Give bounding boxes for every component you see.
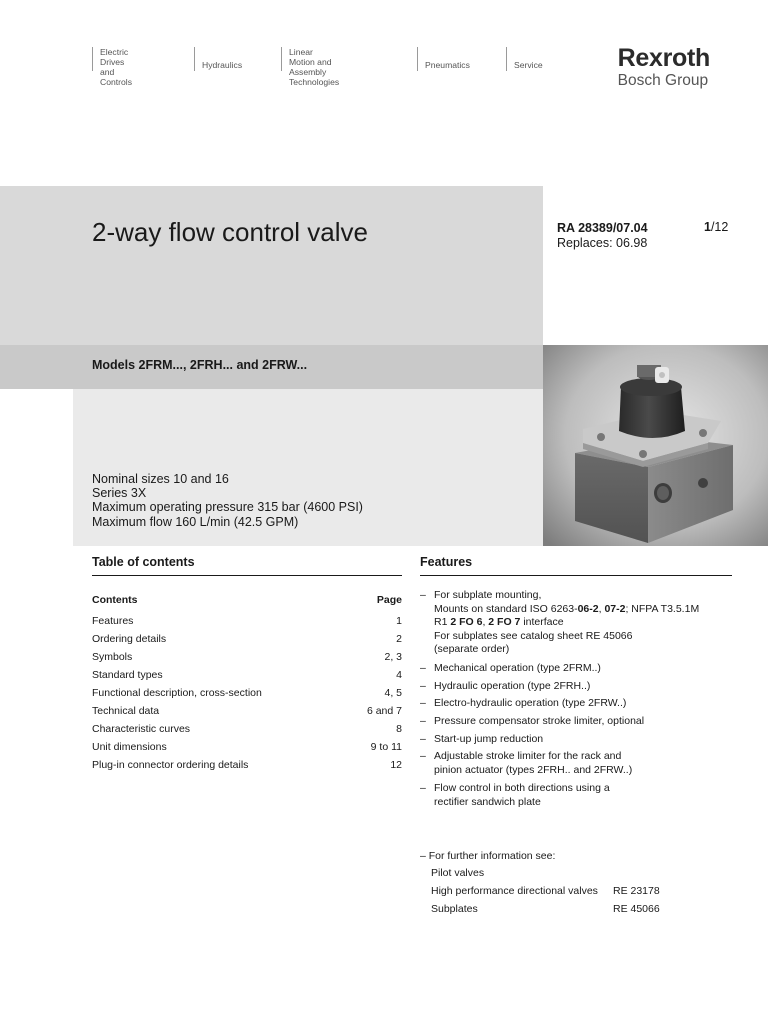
page-current: 1 — [704, 220, 711, 234]
brand-name: Rexroth — [617, 44, 710, 72]
nav-label-line: Service — [514, 60, 543, 70]
feature-line: Mounts on standard ISO 6263-06-2, 07-2; NFPA T3.5.1M — [434, 602, 700, 615]
ref-label: Subplates — [431, 903, 478, 915]
toc-row[interactable] — [92, 615, 402, 627]
feature-line: Flow control in both directions using a — [434, 782, 610, 794]
nav-label-line: Hydraulics — [202, 60, 243, 70]
feature-item — [420, 697, 730, 711]
bullet-dash: – — [420, 733, 426, 745]
toc-row[interactable] — [92, 723, 402, 735]
toc-title: Table of contents — [92, 555, 195, 569]
toc-label: Plug-in connector ordering details — [92, 759, 249, 771]
feature-line: pinion actuator (types 2FRH.. and 2FRW..) — [434, 763, 633, 776]
feature-line: For subplate mounting, — [434, 589, 542, 601]
toc-label: Functional description, cross-section — [92, 687, 262, 699]
feature-item — [420, 715, 730, 729]
feature-line: rectifier sandwich plate — [434, 795, 541, 808]
toc-page: 4, 5 — [384, 687, 402, 699]
bullet-dash: – — [420, 782, 426, 794]
models-title: Models 2FRM..., 2FRH... and 2FRW... — [92, 358, 308, 372]
toc-label: Symbols — [92, 651, 133, 663]
feature-line: Start-up jump reduction — [434, 733, 544, 745]
nav-item-service[interactable] — [506, 47, 543, 71]
toc-page: 4 — [396, 669, 402, 681]
toc-row[interactable] — [92, 741, 402, 753]
document-title: 2-way flow control valve — [92, 217, 368, 247]
brand-subtitle: Bosch Group — [617, 72, 709, 89]
nav-label-line: Linear Motion and — [289, 47, 332, 67]
toc-row[interactable] — [92, 705, 402, 717]
toc-page: 2, 3 — [384, 651, 402, 663]
toc-page: 12 — [390, 759, 402, 771]
toc-row[interactable] — [92, 651, 402, 663]
feature-line: Electro-hydraulic operation (type 2FRW..) — [434, 697, 627, 709]
nav-item-pneumatics[interactable] — [417, 47, 470, 71]
spec-line: Maximum operating pressure 315 bar (4600 PSI) — [92, 500, 363, 515]
feature-line: (separate order) — [434, 643, 510, 656]
nav-label-line: Electric Drives — [100, 47, 129, 67]
toc-page: 1 — [396, 615, 402, 627]
feature-item — [420, 750, 730, 777]
nav-item-linear-motion[interactable] — [281, 47, 340, 87]
toc-label: Technical data — [92, 705, 160, 717]
toc-label: Ordering details — [92, 633, 167, 645]
features-rule — [420, 575, 732, 576]
toc-row[interactable] — [92, 759, 402, 771]
nav-label-line: Assembly Technologies — [289, 67, 340, 87]
toc-label: Standard types — [92, 669, 163, 681]
ref-label: High performance directional valves — [431, 885, 598, 897]
screw-icon — [699, 429, 707, 437]
bullet-dash: – — [420, 697, 426, 709]
spec-line: Series 3X — [92, 486, 147, 501]
features-title: Features — [420, 555, 473, 569]
page-number — [704, 220, 728, 234]
ref-code[interactable]: RE 23178 — [613, 885, 660, 897]
bullet-dash: – — [420, 680, 426, 692]
feature-item — [420, 662, 730, 676]
title-band — [0, 186, 543, 345]
feature-item — [420, 782, 730, 809]
feature-line: Pressure compensator stroke limiter, optional — [434, 715, 645, 727]
valve-product-photo — [543, 345, 768, 546]
feature-line: Mechanical operation (type 2FRM..) — [434, 662, 601, 674]
ref-label: Pilot valves — [431, 867, 485, 879]
port-b — [698, 478, 708, 488]
nav-item-hydraulics[interactable] — [194, 47, 242, 71]
toc-rule — [92, 575, 402, 576]
toc-page: 6 and 7 — [366, 705, 402, 717]
knob-top — [620, 378, 682, 396]
replaces-note: Replaces: 06.98 — [557, 236, 648, 250]
toc-row[interactable] — [92, 687, 402, 699]
toc-col-contents: Contents — [92, 594, 138, 606]
spec-line: Nominal sizes 10 and 16 — [92, 472, 229, 486]
bullet-dash: – — [420, 715, 426, 727]
feature-item — [420, 680, 730, 694]
ref-code[interactable]: RE 45066 — [613, 903, 660, 915]
feature-line: Hydraulic operation (type 2FRH..) — [434, 680, 591, 692]
feature-subplate — [420, 589, 730, 657]
ra-number: RA 28389/07.04 — [557, 221, 648, 235]
spec-line: Maximum flow 160 L/min (42.5 GPM) — [92, 514, 299, 529]
screw-icon — [639, 450, 647, 458]
key-hole — [659, 372, 665, 378]
toc-label: Unit dimensions — [92, 741, 167, 753]
toc-col-page: Page — [376, 594, 402, 606]
nav-label-line: and Controls — [100, 67, 132, 87]
toc-header — [92, 594, 402, 606]
toc-row[interactable] — [92, 669, 402, 681]
toc-page: 8 — [396, 723, 402, 735]
feature-line: Adjustable stroke limiter for the rack and — [434, 750, 622, 762]
toc-label: Characteristic curves — [92, 723, 191, 735]
feature-line: For subplates see catalog sheet RE 45066 — [434, 629, 633, 642]
port-a-inner — [657, 486, 669, 500]
further-info: – For further information see: — [420, 850, 556, 862]
toc-page: 9 to 11 — [370, 741, 402, 753]
bullet-dash: – — [420, 662, 426, 674]
bullet-dash: – — [420, 589, 426, 601]
feature-item — [420, 733, 730, 747]
page-total: /12 — [710, 220, 729, 234]
toc-label: Features — [92, 615, 134, 627]
nav-item-electric-drives[interactable] — [92, 47, 132, 87]
toc-page: 2 — [396, 633, 402, 645]
feature-line: R1 2 FO 6, 2 FO 7 interface — [434, 616, 564, 629]
bullet-dash: – — [420, 750, 426, 762]
screw-icon — [597, 433, 605, 441]
specs-block — [92, 472, 363, 529]
brand-logo — [618, 44, 710, 90]
toc-row[interactable] — [92, 633, 402, 645]
nav-label-line: Pneumatics — [425, 60, 470, 70]
